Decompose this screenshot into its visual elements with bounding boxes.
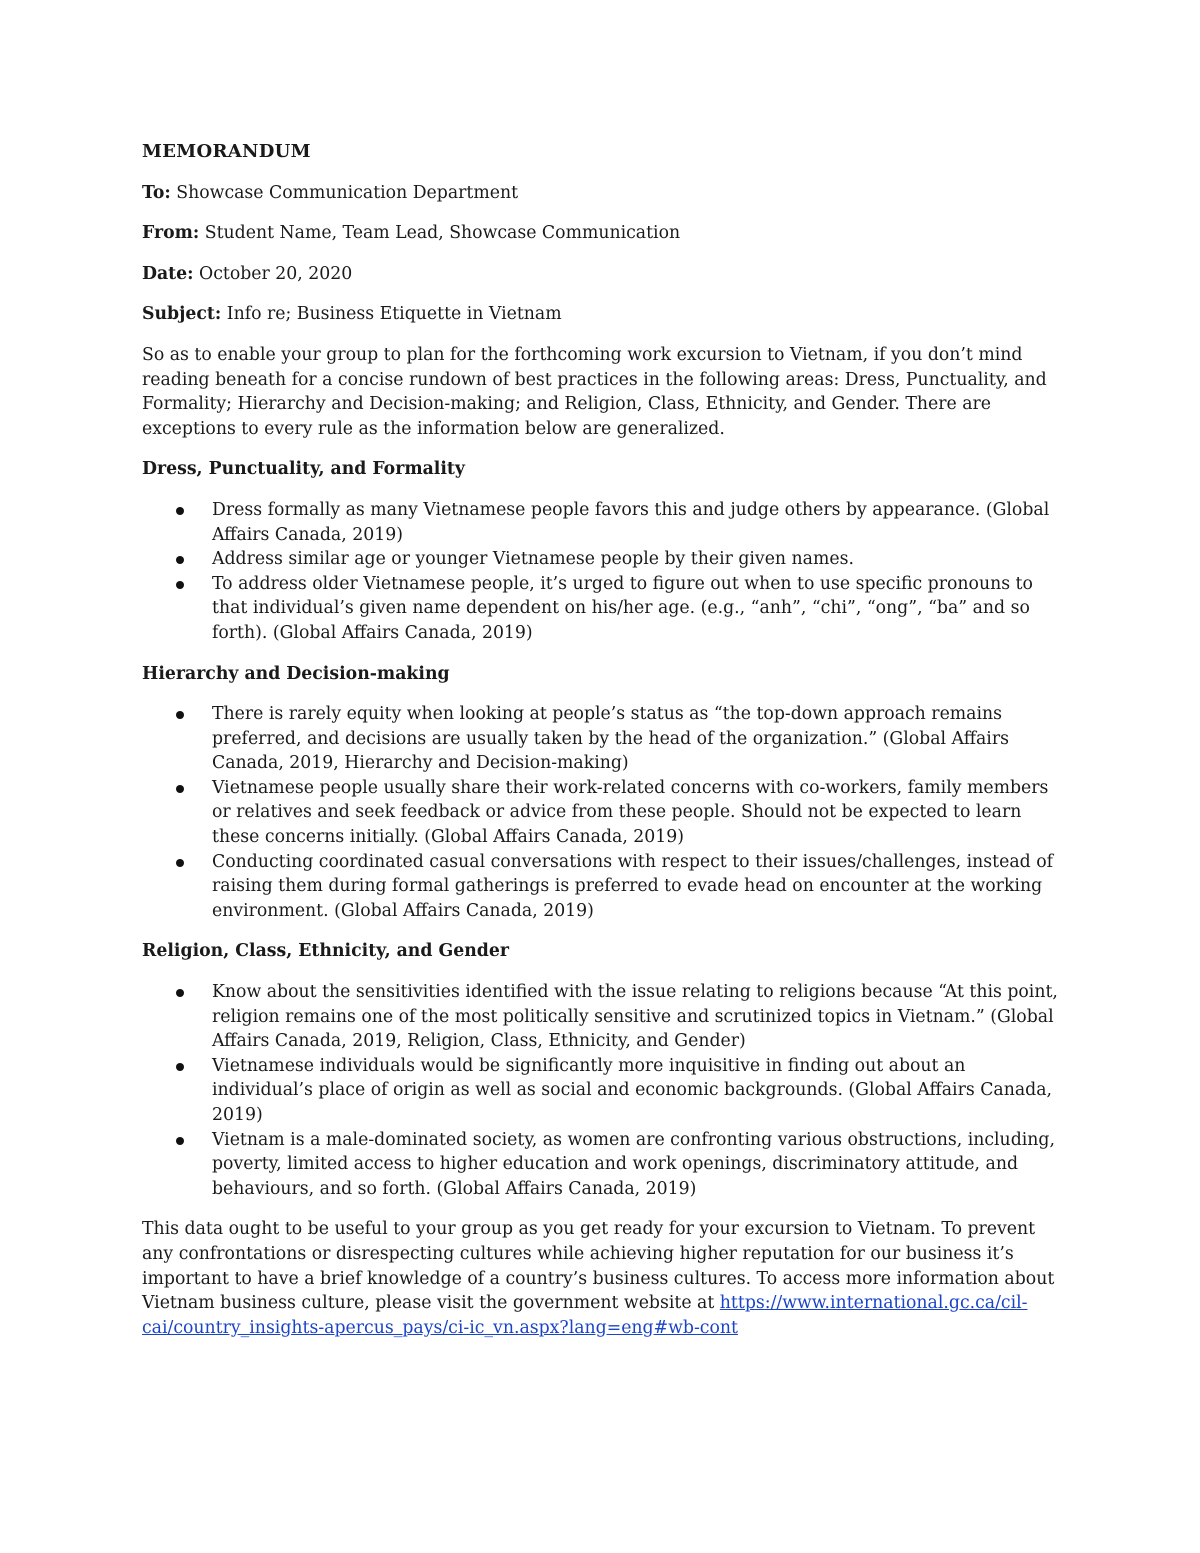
to-value: Showcase Communication Department [170, 182, 519, 203]
memo-title: MEMORANDUM [142, 141, 311, 162]
bullet-icon [176, 859, 184, 867]
list-item [142, 1054, 1062, 1128]
subject-value: Info re; Business Etiquette in Vietnam [221, 304, 562, 325]
memo-date-line [142, 262, 1062, 287]
list-item-text: Vietnam is a male-dominated society, as women are confronting various obstructions, including, poverty, limited access to higher education and work openings, discriminatory attitude, and behaviours, and so forth. (Global Affairs Canada, 2019) [212, 1129, 1055, 1199]
bullet-icon [176, 1063, 184, 1071]
subject-label: Subject: [142, 304, 222, 325]
section-heading-religion: Religion, Class, Ethnicity, and Gender [142, 941, 509, 962]
date-label: Date: [142, 263, 194, 284]
bullet-icon [176, 711, 184, 719]
list-item [142, 547, 1062, 572]
section-list-hierarchy [142, 702, 1062, 923]
intro-paragraph: So as to enable your group to plan for the forthcoming work excursion to Vietnam, if you don’t mind reading beneath for a concise rundown of best practices in the following areas: Dress, Punctuality, and Formality; Hierarchy and Decision-making; and Religion, Class, Ethnicity, and Gender. There are exceptions to every rule as the information below are generalized. [142, 344, 1047, 439]
list-item [142, 980, 1062, 1054]
list-item [142, 498, 1062, 547]
section-list-dress [142, 498, 1062, 646]
bullet-icon [176, 989, 184, 997]
bullet-icon [176, 507, 184, 515]
list-item-text: Know about the sensitivities identified with the issue relating to religions because “At this point, religion remains one of the most politically sensitive and scrutinized topics in Vietnam.” (Global Affairs Canada, 2019, Religion, Class, Ethnicity, and Gender) [212, 982, 1058, 1052]
list-item [142, 850, 1062, 924]
bullet-icon [176, 581, 184, 589]
closing-text: This data ought to be useful to your group as you get ready for your excursion to Vietnam. To prevent any confrontations or disrespecting cultures while achieving higher reputation for our business it’s important to have a brief knowledge of a country’s business cultures. To access more information about Vietnam business culture, please visit the government website at [142, 1219, 1055, 1314]
list-item-text: Vietnamese people usually share their work-related concerns with co-workers, family members or relatives and seek feedback or advice from these people. Should not be expected to learn these concerns initially. (Global Affairs Canada, 2019) [212, 777, 1049, 848]
list-item-text: Conducting coordinated casual conversations with respect to their issues/challenges, instead of raising them during formal gatherings is preferred to evade head on encounter at the working environment. (Global Affairs Canada, 2019) [212, 851, 1053, 921]
section-heading-hierarchy: Hierarchy and Decision-making [142, 663, 450, 684]
list-item [142, 702, 1062, 776]
memo-to-line [142, 181, 1062, 206]
list-item [142, 1128, 1062, 1202]
bullet-icon [176, 556, 184, 564]
list-item-text: Address similar age or younger Vietnamese people by their given names. [212, 549, 854, 570]
list-item-text: There is rarely equity when looking at people’s status as “the top-down approach remains preferred, and decisions are usually taken by the head of the organization.” (Global Affairs Canada, 2019, Hierarchy and Decision-making) [212, 704, 1009, 774]
section-heading-dress: Dress, Punctuality, and Formality [142, 459, 465, 480]
from-label: From: [142, 223, 200, 244]
list-item [142, 776, 1062, 850]
to-label: To: [142, 182, 171, 203]
list-item-text: To address older Vietnamese people, it’s urged to figure out when to use specific pronouns to that individual’s given name dependent on his/her age. (e.g., “anh”, “chi”, “ong”, “ba” and so forth). (Global Affairs Canada, 2019) [212, 573, 1033, 643]
memo-subject-line [142, 302, 1062, 327]
memo-page [142, 140, 1062, 1356]
memo-from-line [142, 221, 1062, 246]
bullet-icon [176, 785, 184, 793]
from-value: Student Name, Team Lead, Showcase Communication [199, 223, 681, 244]
list-item-text: Vietnamese individuals would be significantly more inquisitive in finding out about an individual’s place of origin as well as social and economic backgrounds. (Global Affairs Canada, 2019) [212, 1055, 1053, 1125]
date-value: October 20, 2020 [193, 263, 353, 284]
section-list-religion [142, 980, 1062, 1201]
closing-paragraph [142, 1217, 1062, 1340]
list-item [142, 572, 1062, 646]
government-website-link[interactable]: https://www.international.gc.ca/cil-cai/country_insights-apercus_pays/ci-ic_vn.aspx?lang=eng#wb-cont [142, 1293, 1028, 1338]
list-item-text: Dress formally as many Vietnamese people favors this and judge others by appearance. (Global Affairs Canada, 2019) [212, 499, 1050, 545]
bullet-icon [176, 1137, 184, 1145]
